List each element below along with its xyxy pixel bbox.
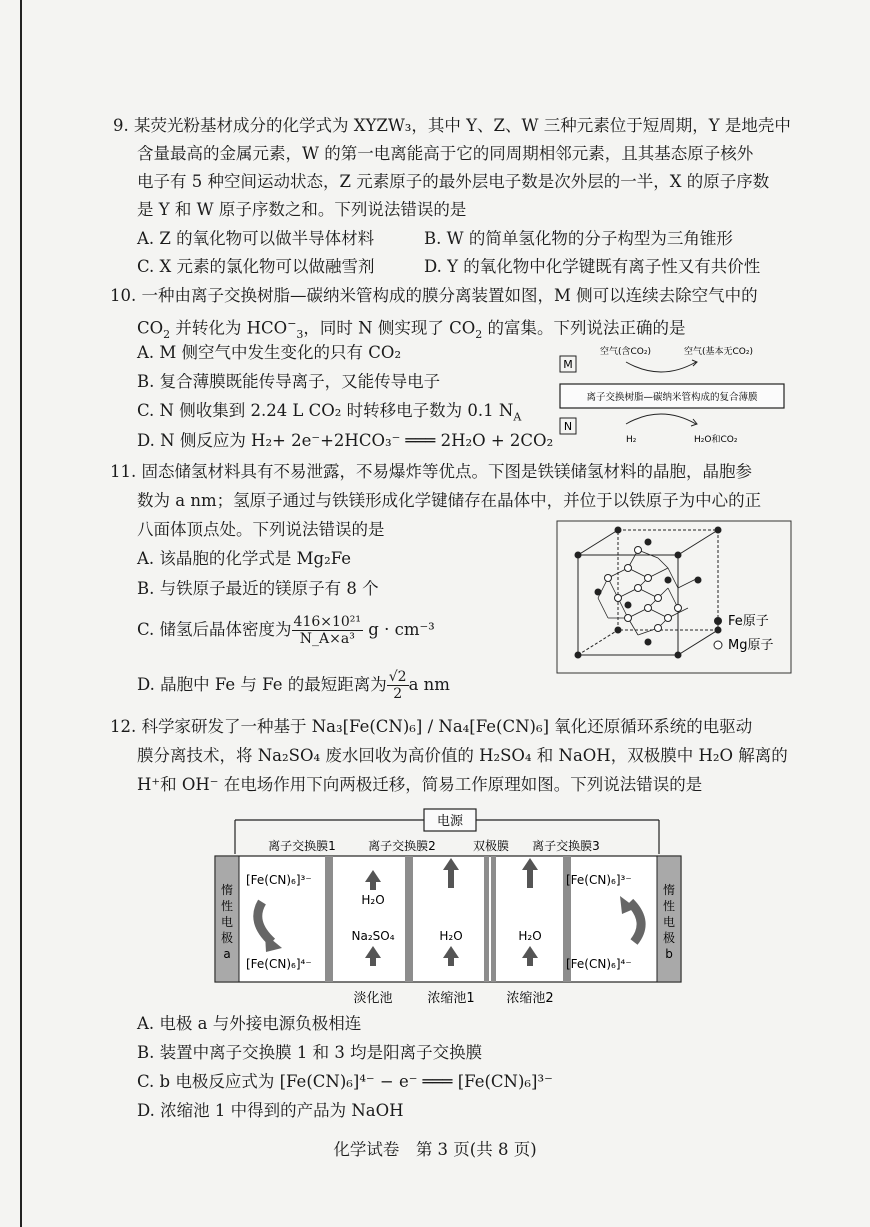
legend-fe-dot [714,617,722,625]
q11-option-c-post: g · cm⁻³ [363,620,435,639]
q11-distance-fraction [387,669,409,702]
q9-line-3: 电子有 5 种空间运动状态，Z 元素原子的最外层电子数是次外层的一半，X 的原子序数 [137,172,770,191]
q12-line-2: 膜分离技术，将 Na₂SO₄ 废水回收为高价值的 H₂SO₄ 和 NaOH，双极膜中 H₂O 解离的 [137,746,788,765]
air-in-label: 空气(含CO₂) [600,347,651,357]
pool-concentrate-2-label: 浓缩池2 [506,991,554,1006]
q12-option-a: A. 电极 a 与外接电源负极相连 [137,1014,362,1033]
h2-label: H₂ [626,435,637,445]
membrane-2 [405,856,413,982]
cell-edge-1 [578,530,618,555]
air-out-label: 空气(基本无CO₂) [684,347,753,357]
q10-option-c [137,400,521,428]
h2-arrow [626,414,696,424]
products-label: H₂O和CO₂ [694,435,738,445]
q11-option-d [137,662,450,708]
q10-hco3: 并转化为 HCO [170,318,288,338]
q10-co2-a: CO [137,318,164,338]
membrane-3-label: 离子交换膜3 [532,839,600,853]
bonds [598,550,698,635]
legend-mg-dot [714,641,722,649]
q11-line-1: 11. 固态储氢材料具有不易泄露，不易爆炸等优点。下图是铁镁储氢材料的晶胞，晶胞参 [110,462,752,481]
q10-co2-b: ，同时 N 侧实现了 CO [303,318,476,338]
q11-density-numerator: 416×10²¹ [293,614,362,630]
legend-mg-label: Mg原子 [728,638,774,653]
mg-atoms [605,547,682,632]
q9-option-d: D. Y 的氧化物中化学键既有离子性又有共价性 [424,257,761,276]
left-fe4-label: [Fe(CN)₆]⁴⁻ [246,957,312,971]
q9-option-b: B. W 的简单氢化物的分子构型为三角锥形 [424,229,733,248]
q10-option-c-text: C. N 侧收集到 2.24 L CO₂ 时转移电子数为 0.1 N [137,401,514,420]
q10-line-2-end: 的富集。下列说法正确的是 [482,318,686,338]
pool2-h2o-label: H₂O [439,929,463,943]
right-fe3-label: [Fe(CN)₆]³⁻ [566,873,632,887]
membrane-2-label: 离子交换膜2 [368,839,436,853]
membrane-diagram [556,340,796,450]
q11-option-b: B. 与铁原子最近的镁原子有 8 个 [137,579,379,598]
q12-option-c: C. b 电极反应式为 [Fe(CN)₆]⁴⁻ − e⁻ ═══ [Fe(CN)₆]³⁻ [137,1072,553,1091]
binding-line [20,0,22,1227]
membrane-1-label: 离子交换膜1 [268,839,336,853]
q11-distance-numerator: √2 [388,669,407,685]
electrode-a-char-1: 惰 [220,883,234,897]
electrodialysis-diagram [210,804,690,1012]
air-arrow [626,362,696,372]
power-label: 电源 [436,814,464,829]
q10-line-1: 10. 一种由离子交换树脂—碳纳米管构成的膜分离装置如图，M 侧可以连续去除空气中的 [110,286,758,305]
membrane-1 [325,856,333,982]
q9-line-2: 含量最高的金属元素，W 的第一电离能高于它的同周期相邻元素，且其基态原子核外 [137,144,754,163]
q12-option-d: D. 浓缩池 1 中得到的产品为 NaOH [137,1101,404,1120]
pool1-na2so4-label: Na₂SO₄ [351,929,395,943]
q9-option-a: A. Z 的氧化物可以做半导体材料 [137,229,375,248]
q11-line-2: 数为 a nm；氢原子通过与铁镁形成化学键储存在晶体中，并位于以铁原子为中心的正 [137,491,762,510]
electrode-b-char-2: 性 [662,899,676,913]
legend-fe-label: Fe原子 [728,614,769,629]
electrode-a-char-4: 极 [220,931,234,945]
bipolar-membrane-left [484,856,489,982]
membrane-label: 离子交换树脂—碳纳米管构成的复合薄膜 [586,392,758,403]
electrode-b-char-1: 惰 [662,883,676,897]
pool3-h2o-label: H₂O [518,929,542,943]
cell-edge-4 [578,630,618,655]
q12-line-1: 12. 科学家研发了一种基于 Na₃[Fe(CN)₆] / Na₄[Fe(CN)₆] 氧化还原循环系统的电驱动 [110,717,753,736]
electrode-b-char-5: b [665,947,673,961]
q11-option-a: A. 该晶胞的化学式是 Mg₂Fe [137,549,352,568]
m-label: M [563,358,573,371]
q10-option-d: D. N 侧反应为 H₂+ 2e⁻+2HCO₃⁻ ═══ 2H₂O + 2CO₂ [137,431,554,450]
q10-line-2: $CO_2$ 并转化为 $HCO^-_3$，同时 N 侧实现了 $CO_2$ 的富集。下列说法正确的是 [137,317,686,341]
bipolar-label: 双极膜 [472,839,510,853]
q12-option-b: B. 装置中离子交换膜 1 和 3 均是阳离子交换膜 [137,1043,483,1062]
q10-option-a: A. M 侧空气中发生变化的只有 CO₂ [137,343,402,362]
electrode-a-char-3: 电 [220,915,234,929]
electrode-b-char-4: 极 [662,931,676,945]
page-footer: 化学试卷 第 3 页(共 8 页) [333,1140,537,1159]
electrode-a-char-5: a [223,947,231,961]
right-fe4-label: [Fe(CN)₆]⁴⁻ [566,957,632,971]
q11-distance-denominator: 2 [393,686,403,702]
crystal-cell-diagram [556,520,796,676]
pool-desalination-label: 淡化池 [353,991,393,1006]
q9-option-c: C. X 元素的氯化物可以做融雪剂 [137,257,375,276]
q11-option-c-pre: C. 储氢后晶体密度为 [137,620,292,639]
electrode-b-char-3: 电 [662,915,676,929]
q10-option-b: B. 复合薄膜既能传导离子，又能传导电子 [137,372,441,391]
q11-option-d-pre: D. 晶胞中 Fe 与 Fe 的最短距离为 [137,675,387,694]
fe-atoms [575,527,722,659]
pool1-h2o-label: H₂O [361,893,385,907]
q11-density-denominator: N_A×a³ [299,631,355,647]
q11-density-fraction [292,614,364,647]
left-fe3-label: [Fe(CN)₆]³⁻ [246,873,312,887]
bipolar-membrane-right [491,856,496,982]
q9-line-1: 9. 某荧光粉基材成分的化学式为 XYZW₃，其中 Y、Z、W 三种元素位于短周期，Y 是地壳中 [113,116,791,135]
n-label: N [563,420,573,433]
q12-line-3: H⁺和 OH⁻ 在电场作用下向两极迁移，简易工作原理如图。下列说法错误的是 [137,775,703,794]
cell-edge-3 [678,630,718,655]
q11-line-3: 八面体顶点处。下列说法错误的是 [137,520,385,539]
cell-edge-2 [678,530,718,555]
q9-line-4: 是 Y 和 W 原子序数之和。下列说法错误的是 [137,200,467,219]
q11-option-d-post: a nm [408,675,450,694]
electrode-a-char-2: 性 [220,899,234,913]
q10-option-c-sub: A [513,410,522,424]
pool-concentrate-1-label: 浓缩池1 [427,991,475,1006]
q11-option-c [137,607,435,653]
